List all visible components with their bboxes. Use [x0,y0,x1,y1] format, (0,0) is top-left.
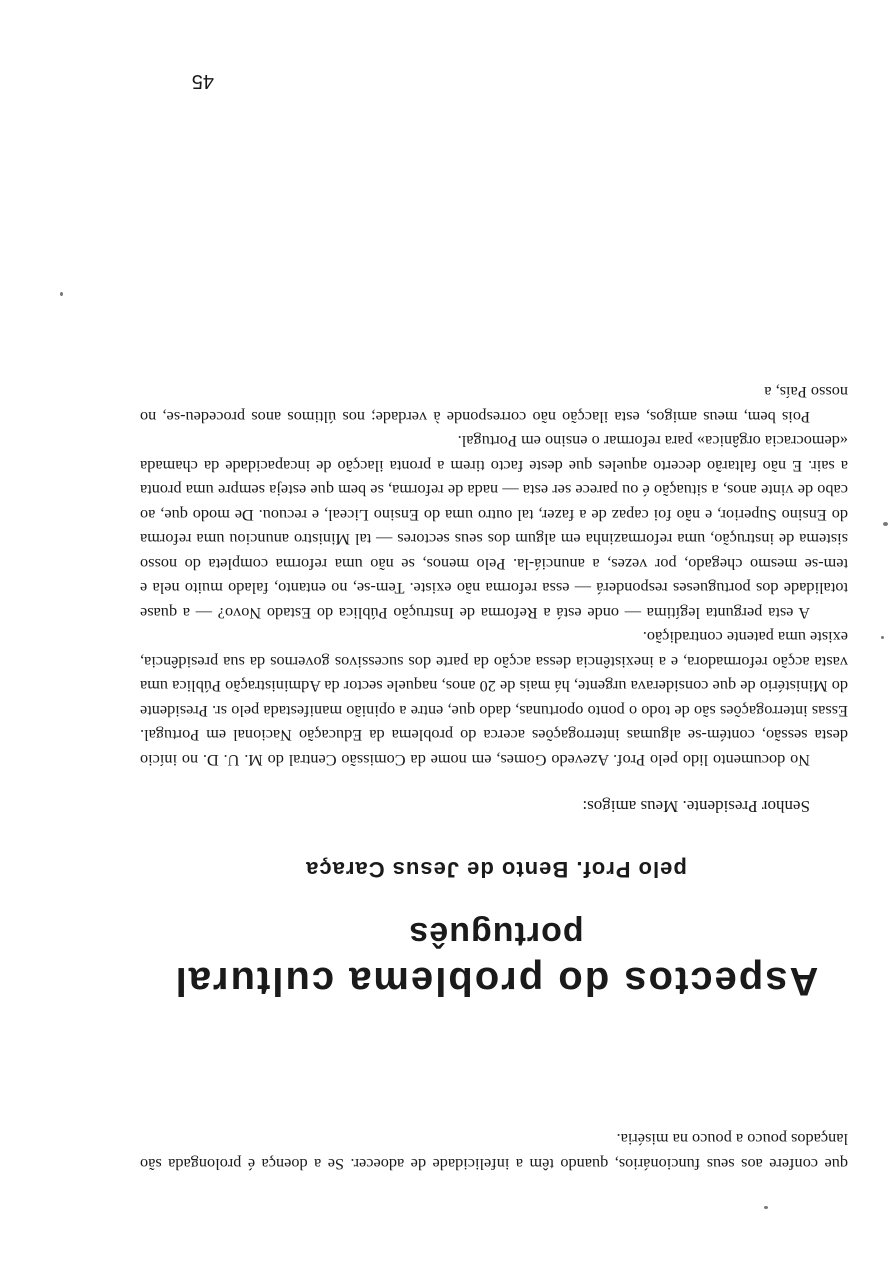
page-number: 45 [191,70,214,92]
carry-over-text: que confere aos seus funcionários, quando têm a infelicidade de adoecer. Se a doença é prolongada são lançados pouco a pouco na miséria. [140,1130,848,1174]
scan-speck [881,636,884,639]
scan-speck [60,292,63,296]
carry-over-paragraph [140,1127,848,1176]
article-body [140,380,848,772]
salutation: Senhor Presidente. Meus amigos: [582,797,810,816]
article-title [136,912,856,1006]
body-paragraph: A esta pergunta legítima — onde está a Reforma de Instrução Pública do Estado Novo? — a quase totalidade dos portugueses responderá — essa reforma não existe. Tem-se, no entanto, falado muito nela e tem-se mesmo chegado, por vezes, a anunciá-la. Pelo menos, se não uma reforma completa do nosso sistema de instrução, uma reformazinha em algum dos seus sectores — tal Ministro anunciou uma reforma do Ensino Superior, e não foi capaz de a fazer, tal outro uma do Ensino Liceal, e recuou. De modo que, ao cabo de vinte anos, a situação é ou parece ser esta — nada de reforma, se bem que esteja sempre uma pronta a sair. E não faltarão decerto aqueles que deste facto tirem a pronta ilacção de incapacidade da chamada «democracia orgânica» para reformar o ensino em Portugal. [140,432,848,623]
title-line-1: Aspectos do problema cultural [173,959,819,1003]
body-paragraph: Pois bem, meus amigos, esta ilacção não corresponde à verdade; nos últimos anos procedeu-se, no nosso País, a [140,383,848,427]
author-byline: pelo Prof. Bento de Jesus Caraça [305,857,687,882]
scan-speck [764,1206,768,1209]
scan-speck [883,522,888,526]
body-paragraph: No documento lido pelo Prof. Azevedo Gomes, em nome da Comissão Central do M. U. D. no início desta sessão, contém-se algumas interrogações acerca do problema da Educação Nacional em Portugal. Essas interrogações são de todo o ponto oportunas, dado que, entre a opinião manifestada pelo sr. Presidente do Ministério de que considerava urgente, há mais de 20 anos, naquele sector da Administração Pública uma vasta acção reformadora, e a inexistência dessa acção da parte dos sucessivos governos da sua presidência, existe uma patente contradição. [140,628,848,770]
title-line-2: português [408,915,584,953]
